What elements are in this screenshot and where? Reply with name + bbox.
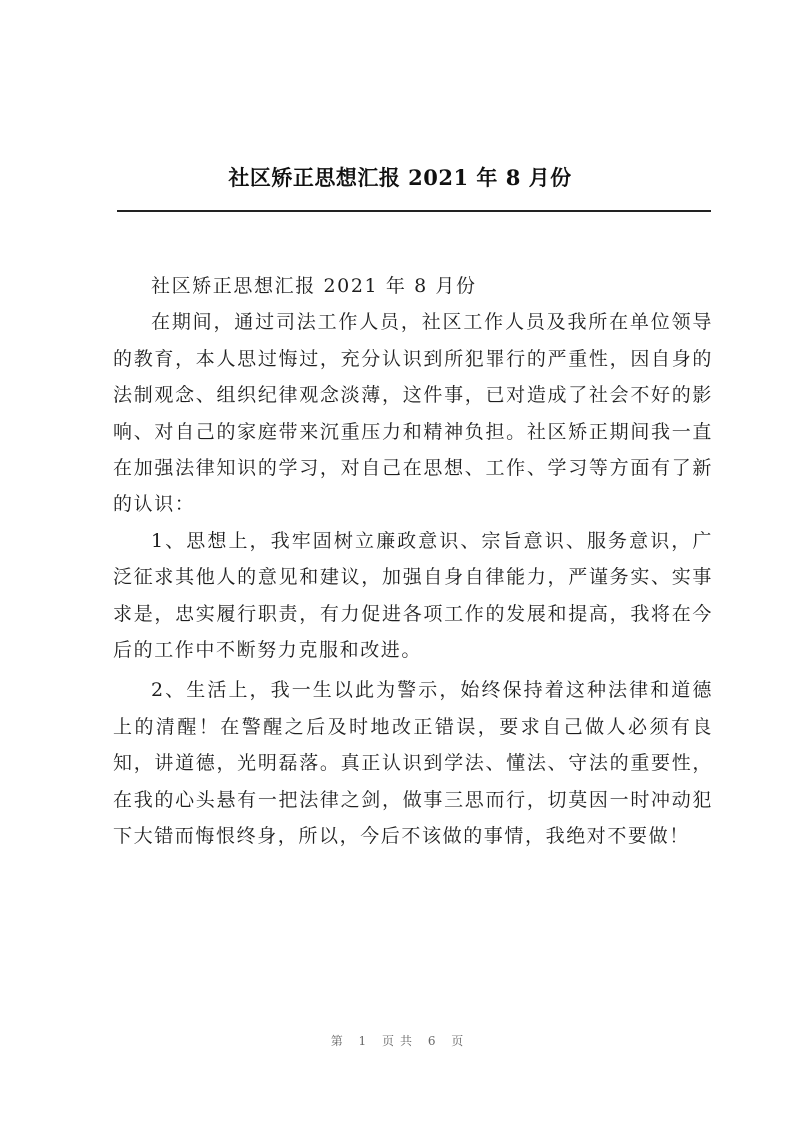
paragraph-life: 2、生活上，我一生以此为警示，始终保持着这种法律和道德上的清醒！在警醒之后及时地改正错误，要求自己做人必须有良知，讲道德，光明磊落。真正认识到学法、懂法、守法的重要性，在我的心头悬有一把法律之剑，做事三思而行，切莫因一时冲动犯下大错而悔恨终身，所以，今后不该做的事情，我绝对不要做！	[113, 679, 713, 848]
document-body	[113, 268, 713, 855]
paragraph-heading: 社区矫正思想汇报 2021 年 8 月份	[151, 275, 477, 297]
paragraph-thinking: 1、思想上，我牢固树立廉政意识、宗旨意识、服务意识，广泛征求其他人的意见和建议，加强自身自律能力，严谨务实、实事求是，忠实履行职责，有力促进各项工作的发展和提高，我将在今后的工作中不断努力克服和改进。	[113, 529, 713, 662]
title-divider	[117, 210, 711, 212]
paragraph-intro: 在期间，通过司法工作人员，社区工作人员及我所在单位领导的教育，本人思过悔过，充分认识到所犯罪行的严重性，因自身的法制观念、组织纪律观念淡薄，这件事，已对造成了社会不好的影响、对自己的家庭带来沉重压力和精神负担。社区矫正期间我一直在加强法律知识的学习，对自己在思想、工作、学习等方面有了新的认识：	[113, 311, 713, 516]
page-number-footer: 第 1 页共 6 页	[330, 1034, 470, 1048]
document-title: 社区矫正思想汇报 2021 年 8 月份	[228, 165, 572, 190]
